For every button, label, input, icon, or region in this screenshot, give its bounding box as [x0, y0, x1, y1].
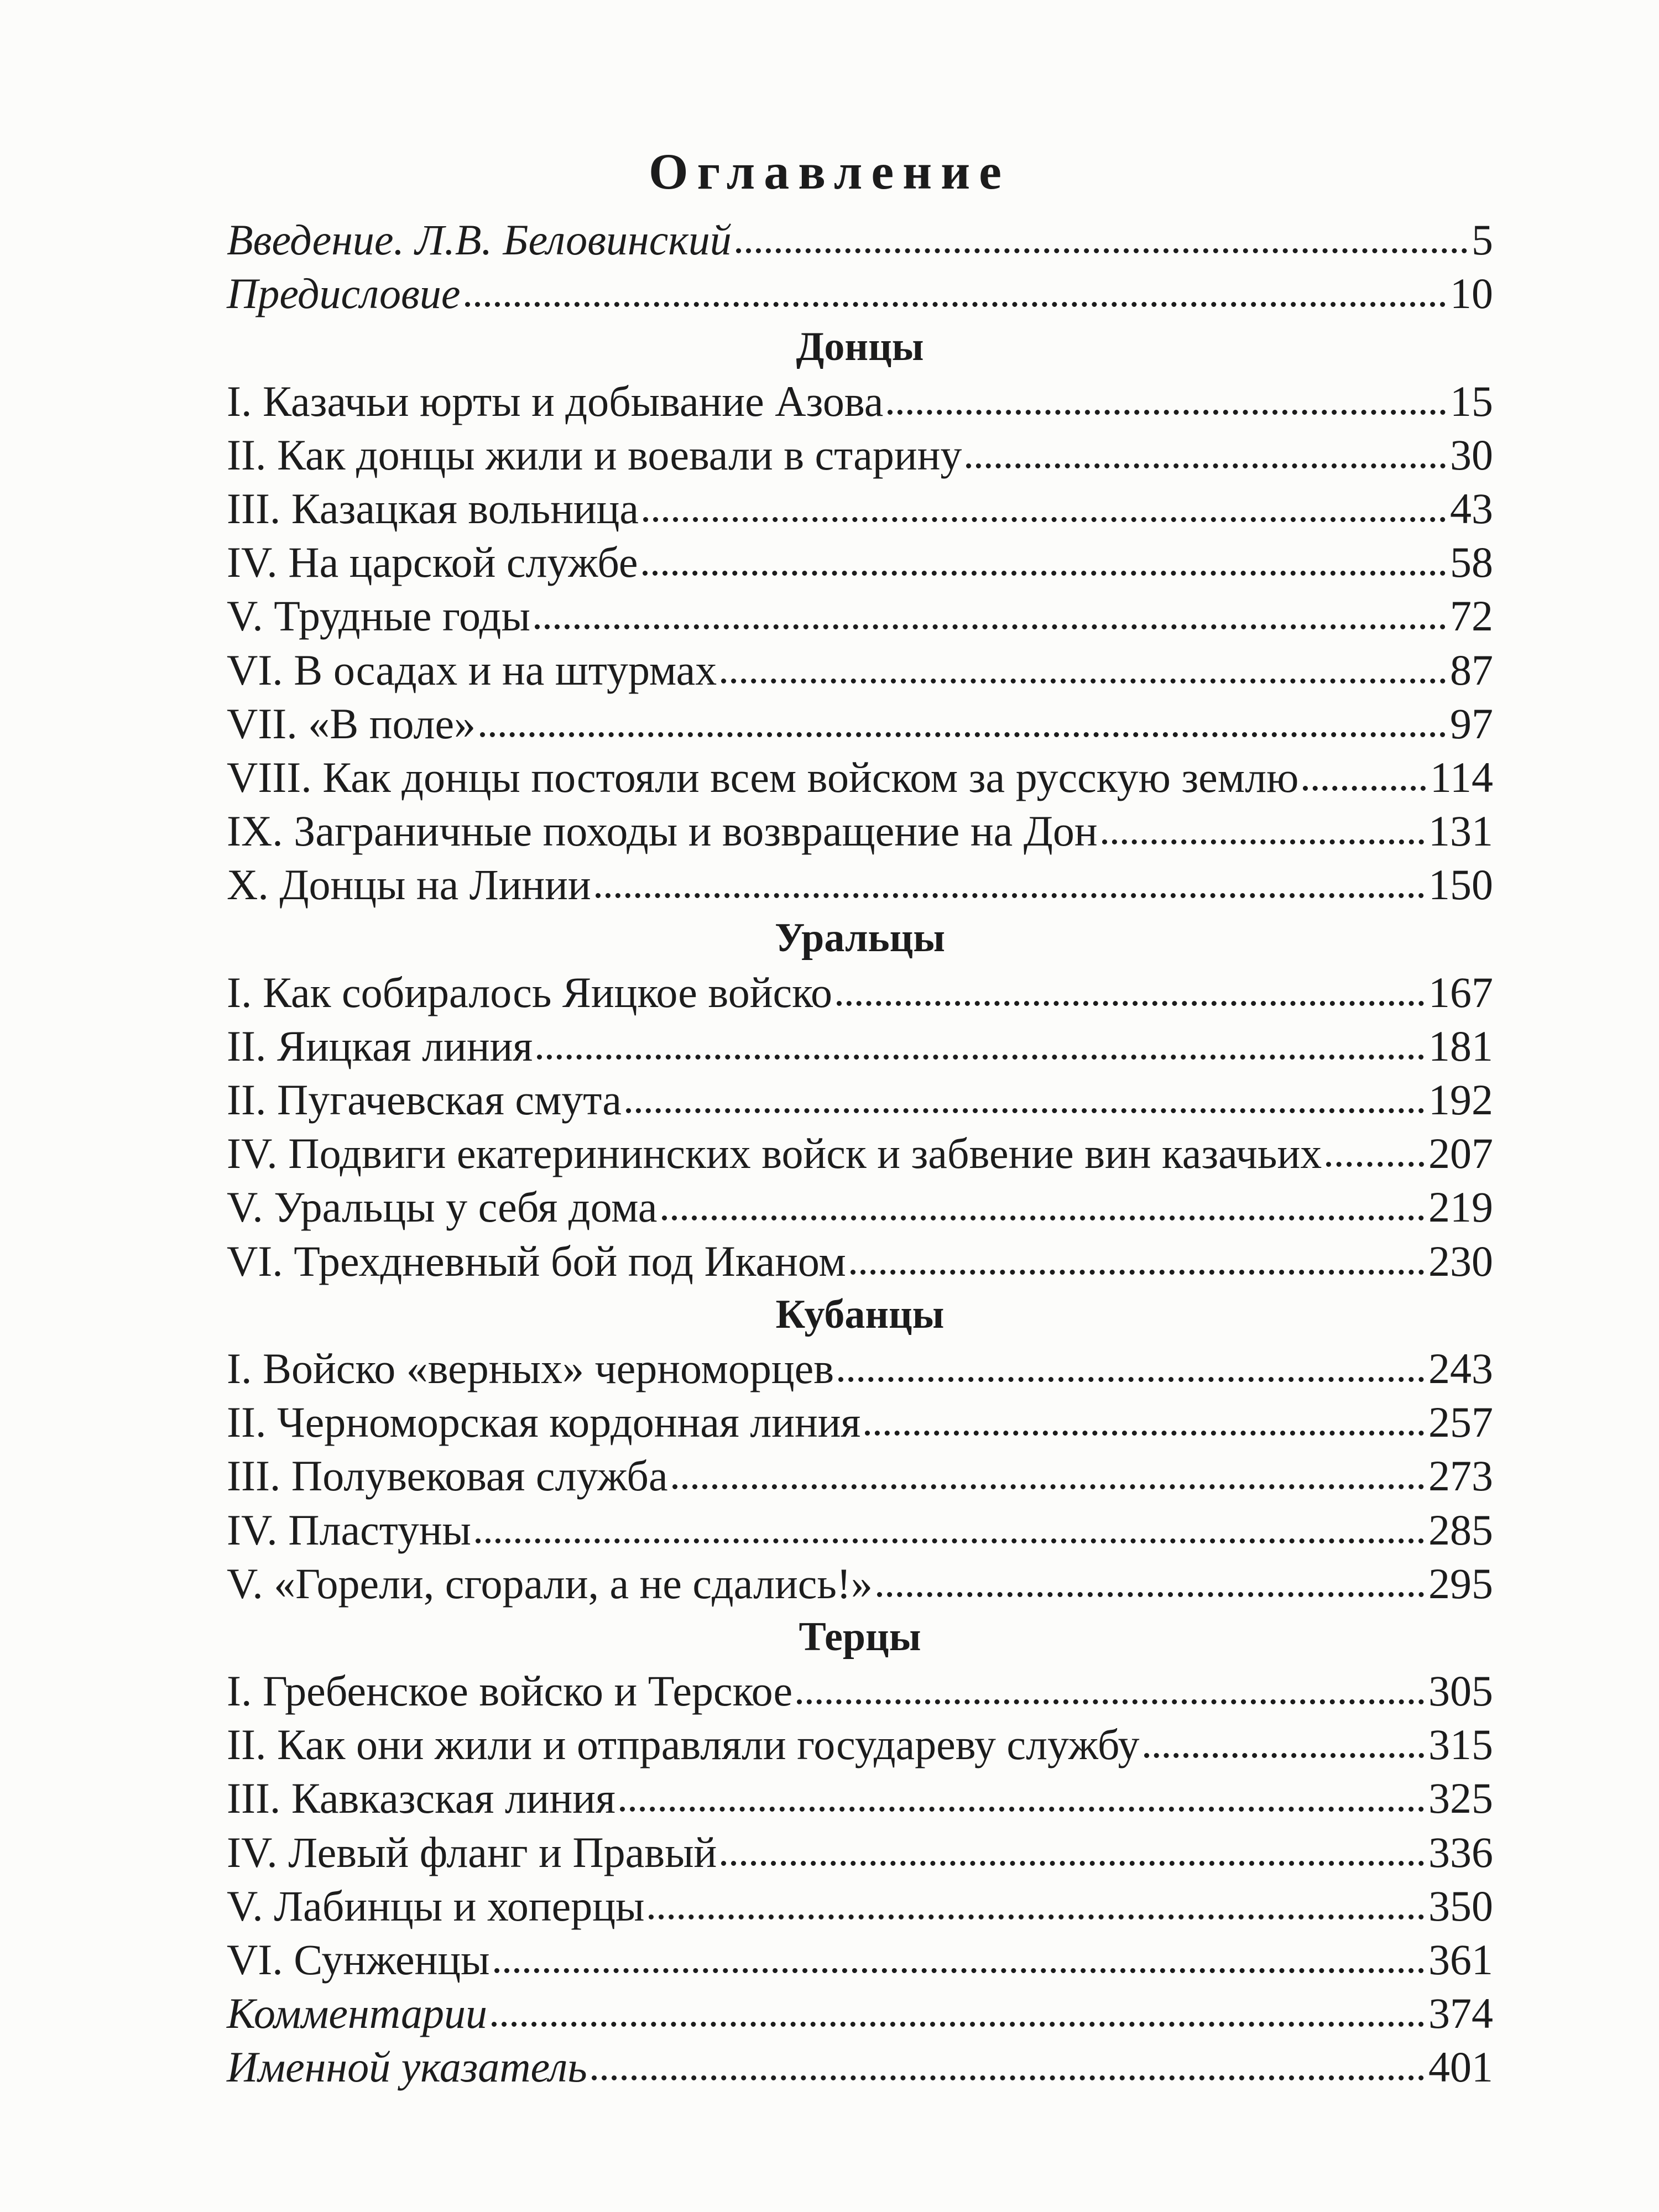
toc-entry-title: V. Лабинцы и хоперцы: [227, 1881, 645, 1930]
toc-entry-title: Предисловие: [227, 269, 461, 318]
toc-entry-title: Введение. Л.В. Беловинский: [227, 216, 732, 264]
toc-entry: [227, 1879, 1493, 1933]
toc-entry-page: 72: [1450, 592, 1493, 640]
toc-entry-title: V. «Горели, сгорали, а не сдались!»: [227, 1559, 873, 1608]
toc-entry-title: Именной указатель: [227, 2043, 587, 2091]
toc-entry-title: III. Кавказская линия: [227, 1774, 615, 1823]
toc-entry-title: I. Как собиралось Яицкое войско: [227, 968, 833, 1016]
toc-entry: [227, 1180, 1493, 1234]
toc-entry: [227, 1126, 1493, 1180]
toc-entry-title: VIII. Как донцы постояли всем войском за русскую землю: [227, 753, 1299, 801]
dot-leader: [535, 624, 1446, 629]
toc-entry: [227, 535, 1493, 589]
dot-leader: [837, 1001, 1424, 1006]
section-heading: Уральцы: [774, 915, 946, 961]
toc-entry-page: 295: [1428, 1559, 1493, 1608]
toc-entry-title: VI. Сунженцы: [227, 1936, 490, 1984]
dot-leader: [649, 1914, 1424, 1919]
toc-entry-page: 257: [1428, 1398, 1493, 1447]
dot-leader: [1303, 786, 1426, 791]
dot-leader: [721, 679, 1446, 684]
toc-entry-page: 273: [1428, 1452, 1493, 1500]
toc-entry-page: 10: [1450, 269, 1493, 318]
toc-entry-page: 401: [1428, 2043, 1493, 2091]
toc-entry-page: 305: [1428, 1667, 1493, 1715]
toc-entry-page: 97: [1450, 699, 1493, 748]
dot-leader: [465, 302, 1446, 307]
toc-entry-title: VI. Трехдневный бой под Иканом: [227, 1237, 846, 1285]
dot-leader: [662, 1215, 1424, 1220]
toc-entry-title: IV. Подвиги екатерининских войск и забвение вин казачьих: [227, 1129, 1322, 1178]
toc-entry-title: III. Казацкая вольница: [227, 484, 639, 533]
table-of-contents: [227, 213, 1493, 2094]
toc-entry: [227, 589, 1493, 643]
toc-entry: [227, 1234, 1493, 1288]
toc-entry: [227, 750, 1493, 804]
toc-entry-title: II. Как они жили и отправляли государеву службу: [227, 1720, 1140, 1769]
toc-entry-title: III. Полувековая служба: [227, 1452, 668, 1500]
toc-entry: [227, 858, 1493, 911]
toc-entry-title: IV. На царской службе: [227, 538, 638, 587]
toc-entry: [227, 1073, 1493, 1126]
dot-leader: [838, 1377, 1424, 1382]
toc-entry: [227, 428, 1493, 482]
toc-entry: [227, 1557, 1493, 1610]
toc-entry-title: I. Гребенское войско и Терское: [227, 1667, 793, 1715]
toc-entry-page: 192: [1428, 1076, 1493, 1124]
dot-leader: [643, 517, 1446, 522]
toc-entry-title: I. Казачьи юрты и добывание Азова: [227, 377, 884, 425]
dot-leader: [1144, 1753, 1424, 1758]
dot-leader: [537, 1055, 1424, 1060]
toc-entry: [227, 1664, 1493, 1718]
toc-entry: [227, 804, 1493, 858]
toc-entry-page: 15: [1450, 377, 1493, 425]
dot-leader: [966, 463, 1446, 468]
toc-entry-title: X. Донцы на Линии: [227, 860, 591, 909]
dot-leader: [1102, 839, 1424, 844]
toc-entry-page: 361: [1428, 1936, 1493, 1984]
toc-entry: [227, 1449, 1493, 1503]
dot-leader: [494, 1968, 1424, 1973]
toc-entry-page: 243: [1428, 1344, 1493, 1392]
toc-entry: [227, 1395, 1493, 1449]
section-heading: Терцы: [799, 1614, 921, 1660]
dot-leader: [596, 893, 1424, 898]
toc-entry-page: 58: [1450, 538, 1493, 587]
dot-leader: [1326, 1162, 1424, 1167]
dot-leader: [492, 2022, 1424, 2027]
dot-leader: [888, 410, 1446, 415]
dot-leader: [643, 571, 1446, 576]
toc-entry-title: VI. В осадах и на штурмах: [227, 645, 717, 694]
toc-entry: [227, 1503, 1493, 1557]
toc-entry-title: V. Трудные годы: [227, 592, 530, 640]
toc-entry-page: 219: [1428, 1183, 1493, 1232]
toc-entry-title: II. Как донцы жили и воевали в старину: [227, 430, 962, 479]
section-heading: Донцы: [796, 324, 924, 370]
toc-entry: [227, 1718, 1493, 1771]
toc-entry-title: V. Уральцы у себя дома: [227, 1183, 658, 1232]
toc-entry-title: VII. «В поле»: [227, 699, 476, 748]
section-heading: Кубанцы: [775, 1291, 945, 1337]
toc-entry-page: 207: [1428, 1129, 1493, 1178]
toc-entry: [227, 1019, 1493, 1073]
toc-entry-page: 230: [1428, 1237, 1493, 1285]
toc-entry-page: 315: [1428, 1720, 1493, 1769]
toc-entry-page: 181: [1428, 1021, 1493, 1070]
toc-entry-page: 30: [1450, 430, 1493, 479]
toc-entry: [227, 267, 1493, 320]
toc-entry-page: 374: [1428, 1989, 1493, 2038]
toc-entry-page: 285: [1428, 1505, 1493, 1554]
toc-entry: [227, 1771, 1493, 1825]
toc-entry: [227, 1933, 1493, 1986]
toc-entry-page: 336: [1428, 1828, 1493, 1876]
dot-leader: [626, 1108, 1424, 1113]
dot-leader: [476, 1538, 1424, 1543]
toc-entry: [227, 966, 1493, 1019]
toc-entry-page: 5: [1472, 216, 1493, 264]
toc-entry: [227, 697, 1493, 750]
toc-entry: [227, 482, 1493, 535]
toc-entry-page: 87: [1450, 645, 1493, 694]
toc-entry-page: 43: [1450, 484, 1493, 533]
dot-leader: [851, 1270, 1424, 1275]
toc-entry: [227, 643, 1493, 697]
toc-entry-title: II. Черноморская кордонная линия: [227, 1398, 861, 1447]
toc-entry-page: 167: [1428, 968, 1493, 1016]
toc-entry-page: 114: [1430, 753, 1493, 801]
toc-entry-page: 350: [1428, 1881, 1493, 1930]
toc-entry: [227, 1342, 1493, 1395]
toc-entry-title: Комментарии: [227, 1989, 488, 2038]
toc-entry: [227, 374, 1493, 428]
toc-entry-title: IV. Левый фланг и Правый: [227, 1828, 717, 1876]
dot-leader: [620, 1807, 1424, 1812]
toc-entry: [227, 2040, 1493, 2094]
toc-entry-title: II. Яицкая линия: [227, 1021, 533, 1070]
toc-entry-page: 150: [1428, 860, 1493, 909]
dot-leader: [797, 1699, 1424, 1704]
toc-entry-page: 131: [1428, 807, 1493, 855]
toc-entry-page: 325: [1428, 1774, 1493, 1823]
toc-entry: [227, 1825, 1493, 1879]
dot-leader: [877, 1592, 1424, 1597]
dot-leader: [736, 248, 1467, 253]
toc-entry-title: II. Пугачевская смута: [227, 1076, 622, 1124]
dot-leader: [865, 1431, 1424, 1436]
toc-entry: [227, 1986, 1493, 2040]
toc-entry-title: IV. Пластуны: [227, 1505, 471, 1554]
page-title: Оглавление: [648, 143, 1011, 200]
dot-leader: [721, 1861, 1424, 1866]
toc-entry: [227, 213, 1493, 267]
dot-leader: [480, 732, 1446, 737]
dot-leader: [672, 1484, 1424, 1489]
toc-entry-title: I. Войско «верных» черноморцев: [227, 1344, 834, 1392]
toc-entry-title: IX. Заграничные походы и возвращение на Дон: [227, 807, 1098, 855]
dot-leader: [592, 2075, 1424, 2080]
